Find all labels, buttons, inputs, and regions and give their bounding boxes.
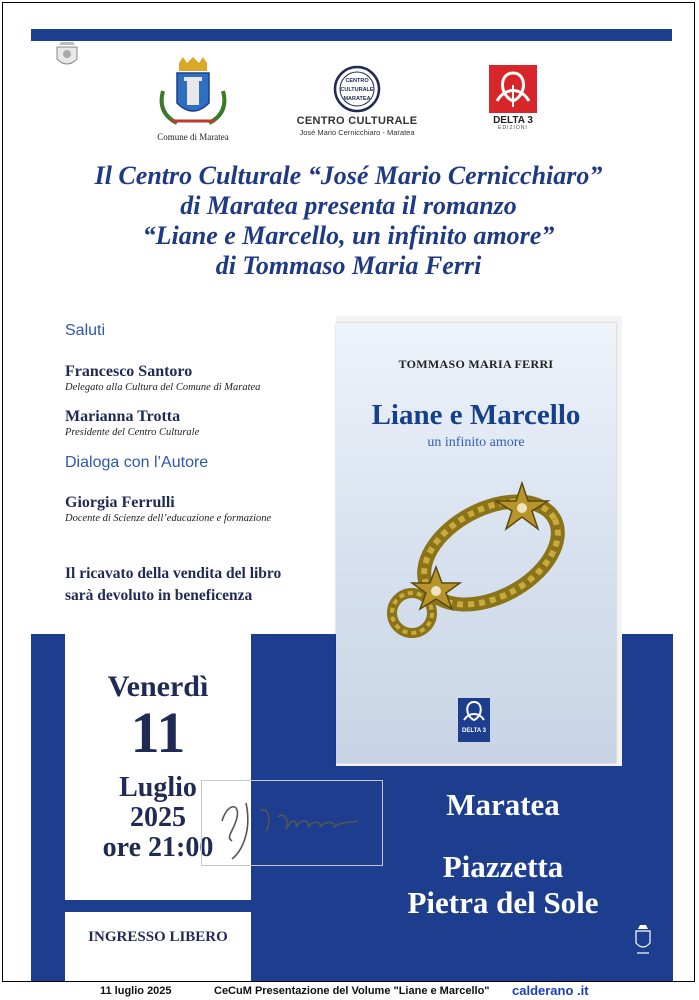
svg-text:CULTURALE: CULTURALE [340,87,374,93]
charity-line-2: sarà devoluto in beneficenza [65,587,253,604]
moderator-role: Docente di Scienze dell’educazione e formazione [65,513,272,524]
charity-line-1: Il ricavato della vendita del libro [65,565,282,582]
comune-caption: Comune di Maratea [157,132,229,142]
maratea-crest-small-icon [53,41,81,71]
event-year: 2025 [130,802,186,833]
event-date-number: 11 [130,700,186,765]
headline-line-3: “Liane e Marcello, un infinito amore” [142,221,555,250]
book-subtitle: un infinito amore [427,435,525,450]
footer-date: 11 luglio 2025 [100,985,172,997]
publisher-name: DELTA 3 [462,728,486,734]
delta-name: DELTA 3 [493,115,533,126]
speaker-2-role: Presidente del Centro Culturale [65,427,200,438]
svg-text:CENTRO: CENTRO [345,78,369,84]
footer-bar [0,982,699,1000]
entry-label: INGRESSO LIBERO [88,929,228,945]
greetings-heading: Saluti [65,322,106,339]
blue-panel-strip [65,900,251,912]
blue-panel-left [31,634,65,981]
headline-line-1: Il Centro Culturale “José Mario Cernicchiaro” [94,161,603,190]
delta-sub: EDIZIONI [498,125,528,131]
centro-culturale-emblem-icon [293,65,421,113]
book-title: Liane e Marcello [371,399,581,431]
headline-line-2: di Maratea presenta il romanzo [180,191,517,220]
event-city: Maratea [446,787,560,822]
speaker-2-name: Marianna Trotta [65,408,181,425]
maratea-crest-icon [633,923,653,955]
centro-culturale-logo [293,65,421,145]
svg-text:MARATEA: MARATEA [343,96,371,102]
headline [23,161,674,281]
speaker-1-role: Delegato alla Cultura del Comune di Maratea [65,382,261,393]
venue-line-2: Pietra del Sole [407,885,599,920]
delta3-emblem-icon [487,65,539,115]
dialog-heading: Dialoga con l’Autore [65,454,209,471]
comune-logo [151,57,235,143]
moderator-name: Giorgia Ferrulli [65,494,175,511]
book-cover [336,323,616,763]
comune-crest-icon [151,57,235,131]
top-blue-bar [31,29,672,41]
charity-note [65,563,281,607]
venue-line-1: Piazzetta [442,849,564,884]
event-month: Luglio [119,772,197,803]
event-day: Venerdì [107,670,209,703]
brooch-image-icon [376,461,576,651]
publisher-badge [458,698,490,742]
footer-site-link[interactable]: calderano .it [512,983,589,998]
publisher-logo-icon [458,698,490,726]
footer-title: CeCuM Presentazione del Volume "Liane e Marcello" [214,985,490,997]
delta3-logo [487,65,539,131]
book-author: TOMMASO MARIA FERRI [398,357,554,371]
centro-name: CENTRO CULTURALE [296,115,418,127]
speaker-1-name: Francesco Santoro [65,363,193,380]
centro-sub: José Mario Cernicchiaro - Maratea [299,128,415,137]
event-time: ore 21:00 [102,832,214,863]
headline-line-4: di Tommaso Maria Ferri [215,251,482,280]
poster-frame [2,2,695,982]
